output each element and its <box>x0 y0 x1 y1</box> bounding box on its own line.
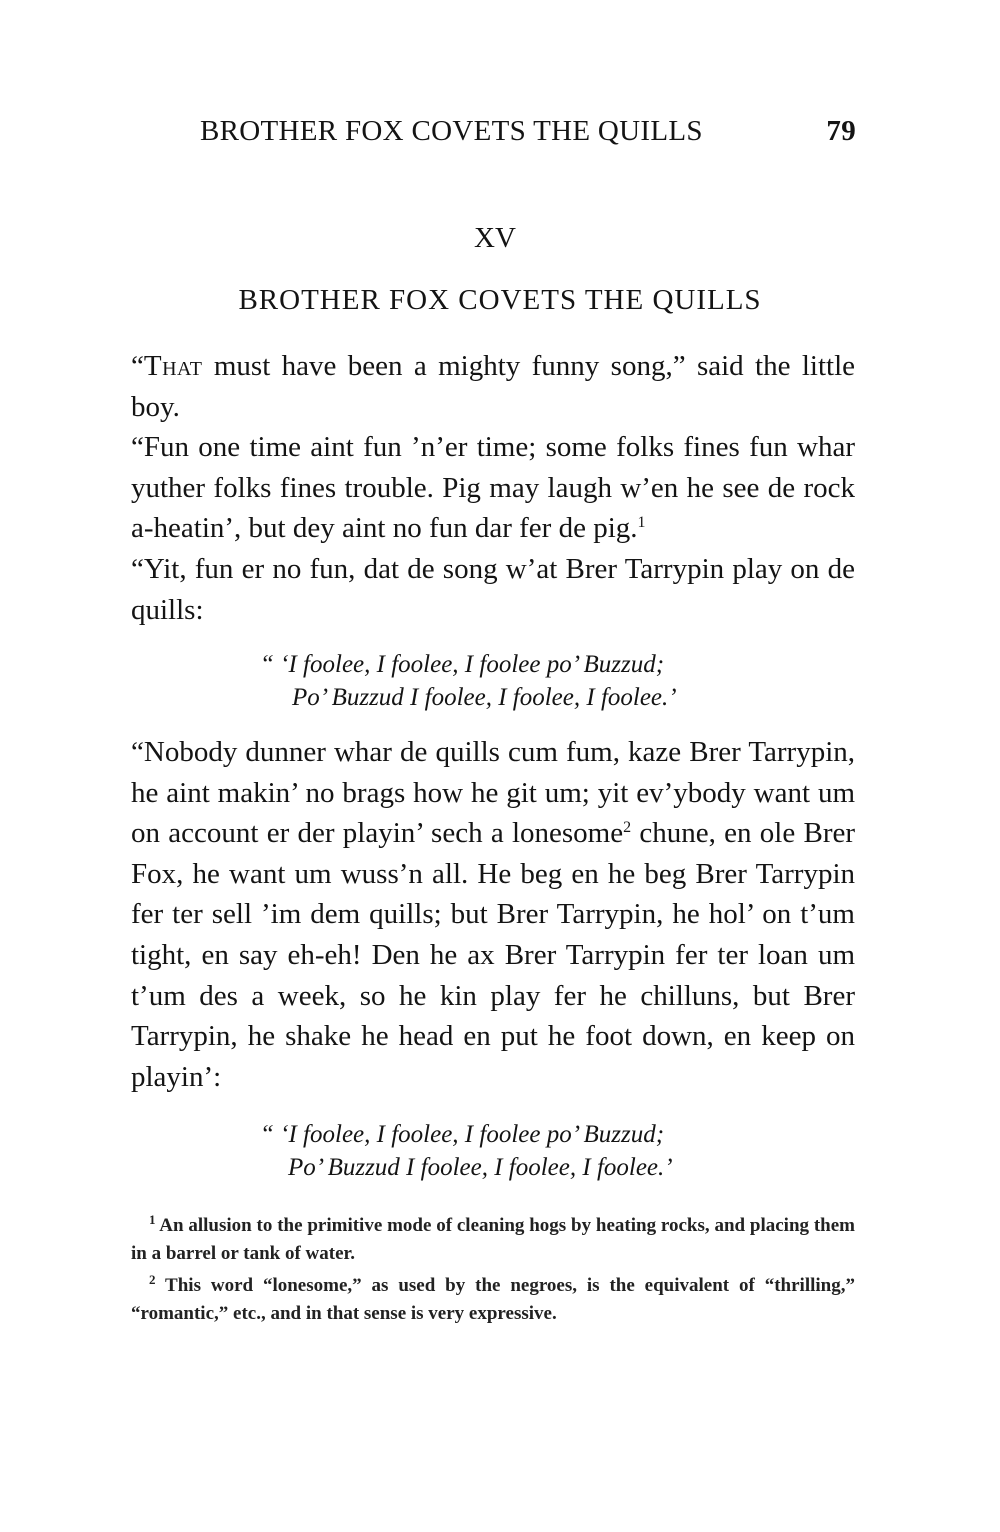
paragraph-4: “Nobody dunner whar de quills cum fum, kaze Brer Tarrypin, he aint makin’ no brags how he git um; yit ev’ybody want um on account er der playin’ sech a lonesome$^2$ chune, en ole Brer Fox, he want um wuss’n all. He beg en he beg Brer Tarrypin fer ter sell ’im dem quills; but Brer Tarrypin, he hol’ on t’um tight, en say eh-eh! Den he ax Brer Tarrypin fer ter loan um t’um des a week, so he kin play fer he chilluns, but Brer Tarrypin, he shake he head en put he foot down, en keep on playin’: <box>131 736 856 1093</box>
footnote-marker-1: 1 <box>149 1212 156 1227</box>
verse-1 <box>0 648 1000 714</box>
footnote-2: $^2$ This word “lonesome,” as used by the negroes, is the equivalent of “thrilling,” “romantic,” etc., and in that sense is very expressive. <box>131 1272 855 1324</box>
footnote-ref-2: 2 <box>623 819 632 837</box>
chapter-title: BROTHER FOX COVETS THE QUILLS <box>238 284 762 316</box>
paragraph-1: “That must have been a mighty funny song,” said the little boy. <box>131 350 855 423</box>
footnote-ref-1: 1 <box>637 514 646 532</box>
footnotes <box>131 1212 855 1332</box>
body-text-top <box>131 346 855 630</box>
verse-2-line-1: “ ‘I foolee, I foolee, I foolee po’ Buzzud; <box>260 1121 665 1148</box>
paragraph-2: “Fun one time aint fun ’n’er time; some folks fines fun whar yuther folks fines trouble. Pig may laugh w’en he see de rock a-heatin’, but dey aint no fun dar fer de pig.$^1$ <box>131 431 855 545</box>
verse-2-line-2: Po’ Buzzud I foolee, I foolee, I foolee.’ <box>288 1154 673 1181</box>
small-caps-word: That <box>143 350 203 382</box>
verse-1-line-2: Po’ Buzzud I foolee, I foolee, I foolee.’ <box>292 684 677 711</box>
verse-1-line-1: “ ‘I foolee, I foolee, I foolee po’ Buzzud; <box>260 651 665 678</box>
chapter-number <box>0 220 1000 256</box>
footnote-1: $^1$ An allusion to the primitive mode of cleaning hogs by heating rocks, and placing them in a barrel or tank of water. <box>131 1212 855 1264</box>
body-text-middle <box>131 732 855 1097</box>
paragraph-3: “Yit, fun er no fun, dat de song w’at Brer Tarrypin play on de quills: <box>131 552 855 626</box>
page-number: 79 <box>826 115 856 147</box>
chapter-number-text: XV <box>474 222 516 254</box>
running-head-title: BROTHER FOX COVETS THE QUILLS <box>200 115 703 147</box>
verse-2 <box>0 1118 1000 1184</box>
footnote-marker-2: 2 <box>149 1272 156 1287</box>
